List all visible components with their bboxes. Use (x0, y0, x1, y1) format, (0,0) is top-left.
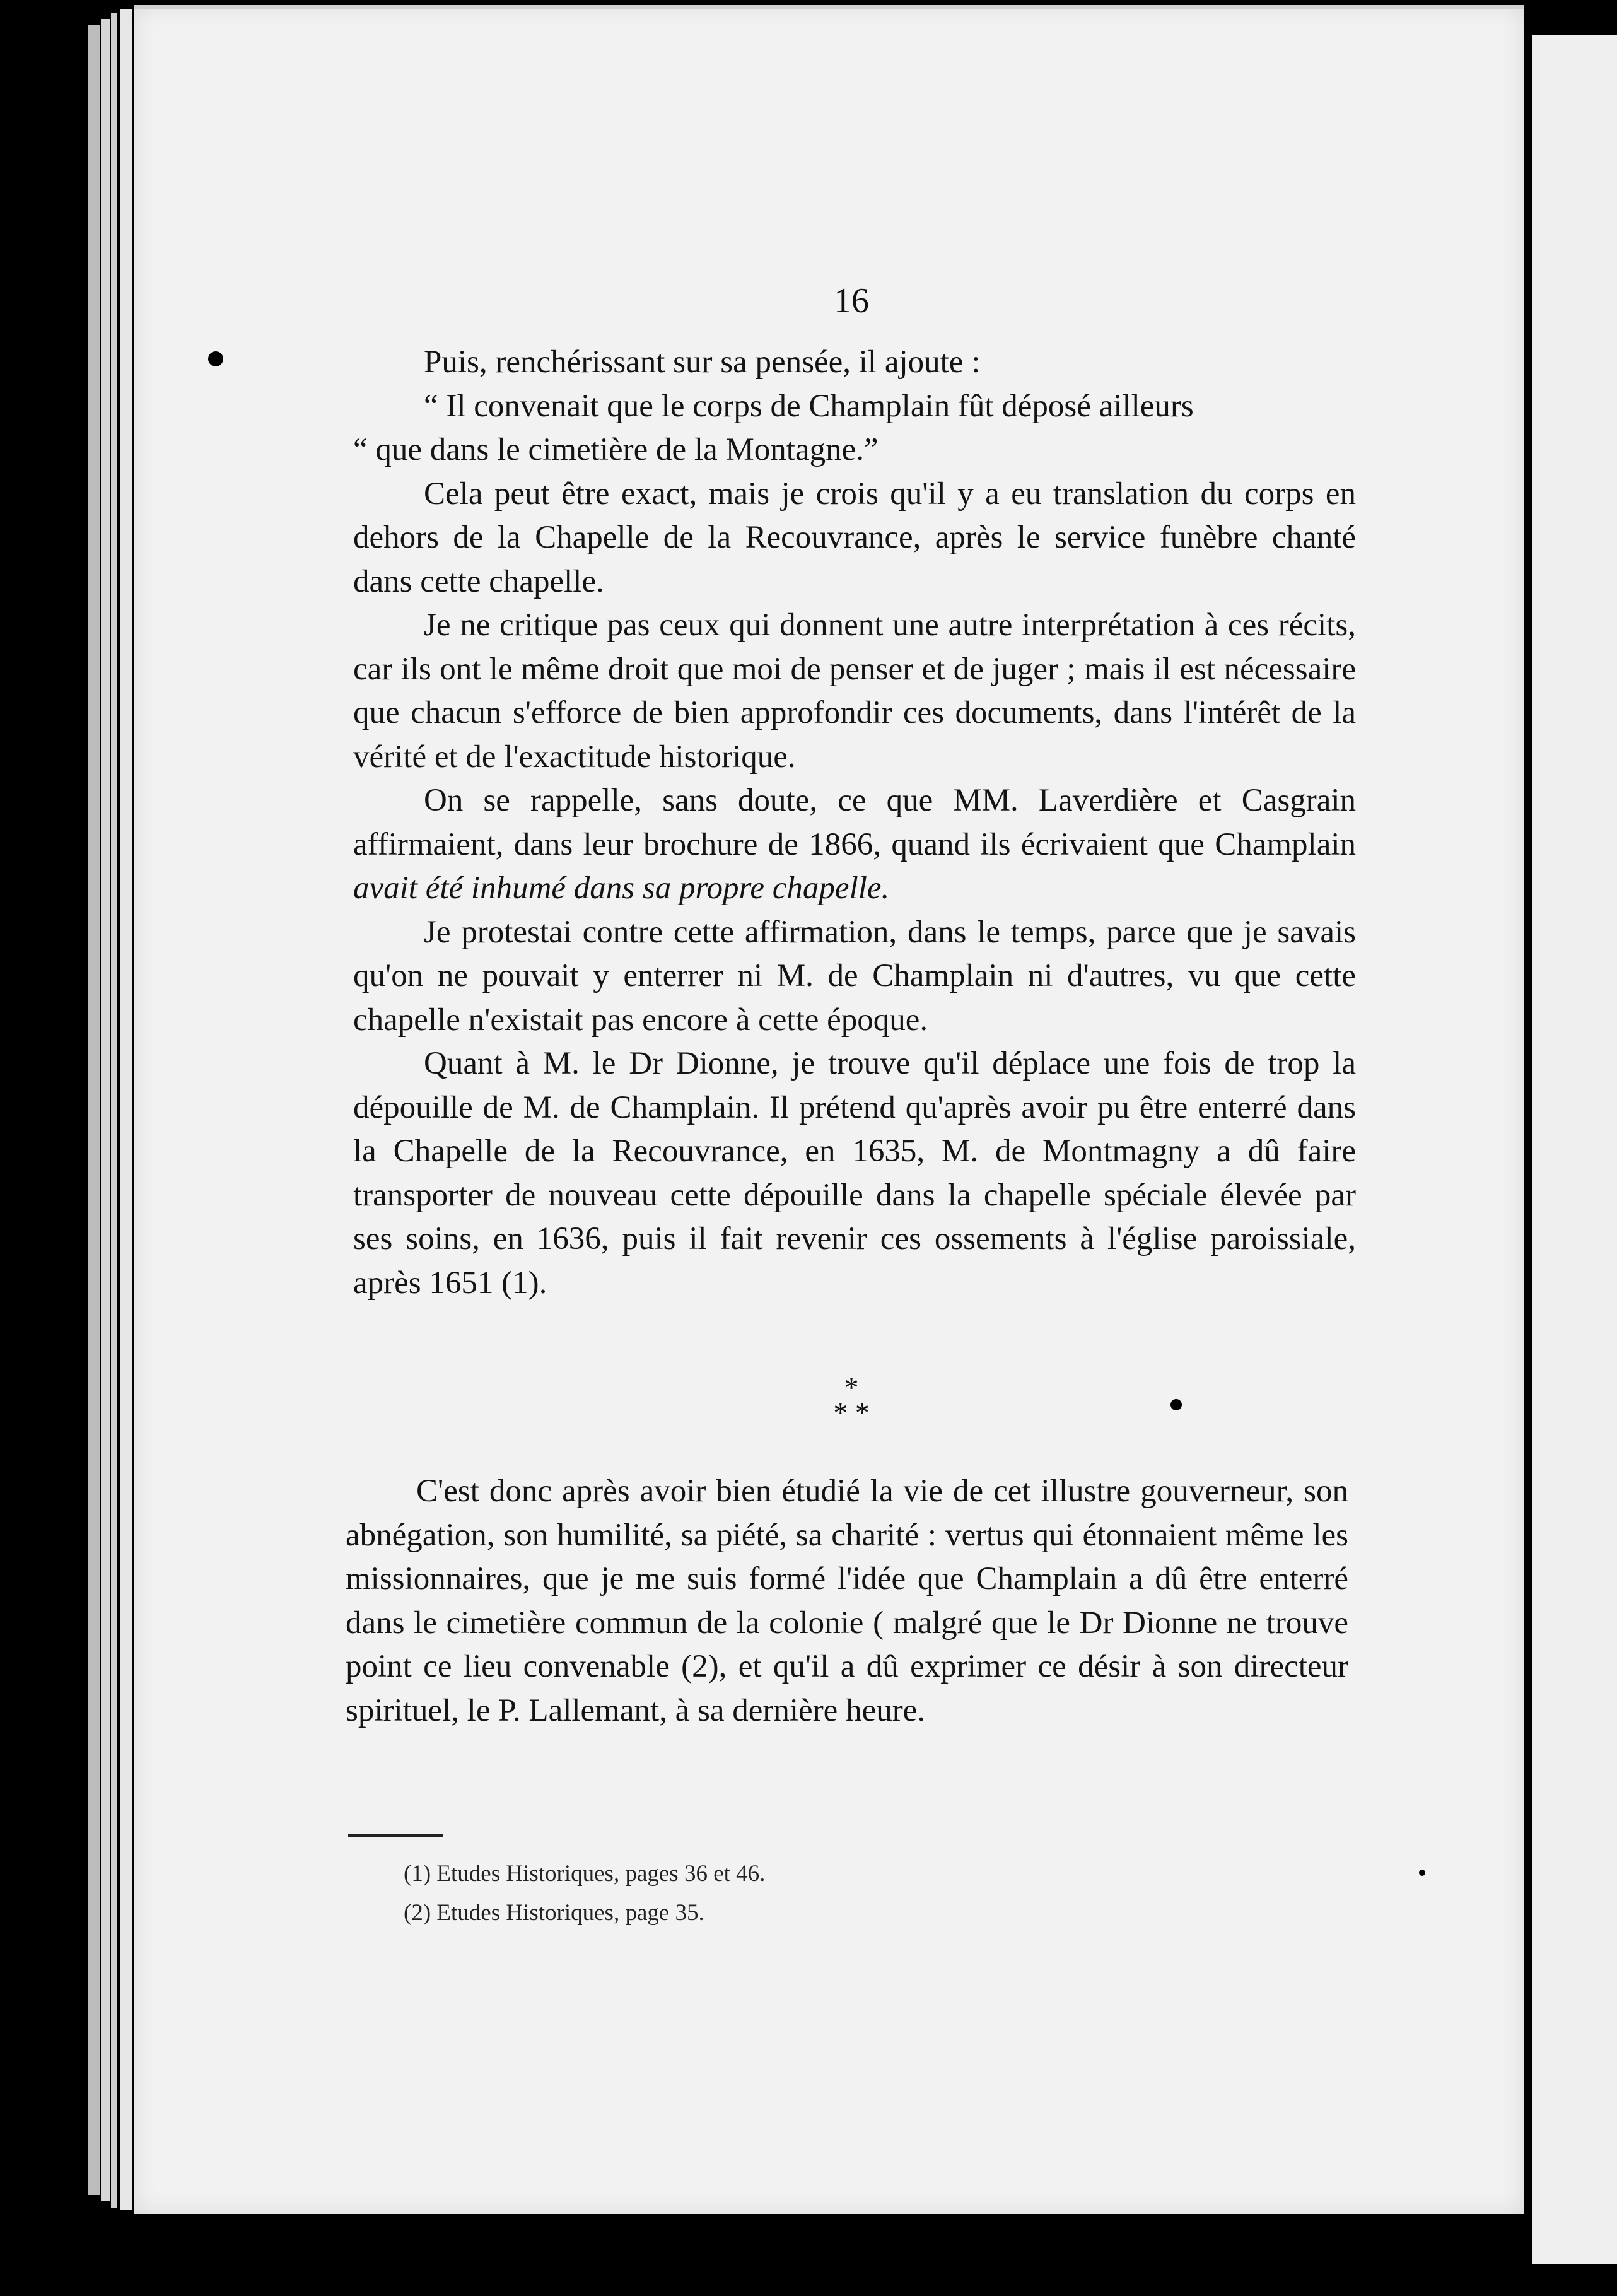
asterism-top: * (844, 1371, 859, 1403)
footnote: (2) Etudes Historiques, page 35. (404, 1900, 704, 1926)
page-edge (120, 9, 132, 2210)
paragraph-text: On se rappelle, sans doute, ce que MM. Laverdière et Casgrain affirmaient, dans leur brochure de 1866, quand ils écrivaient que Champlain (353, 783, 1356, 862)
paragraph (353, 779, 1356, 911)
footnote-rule (348, 1834, 443, 1837)
facing-page-edge (1532, 35, 1617, 2264)
page-gutter (1524, 0, 1532, 2296)
paragraph: Je ne critique pas ceux qui donnent une autre interprétation à ces récits, car ils ont le même droit que moi de penser et de juger ; mais il est nécessaire que chacun s'efforce de bien approfondir ces documents, dans l'intérêt de la vérité et de l'exactitude historique. (353, 607, 1356, 775)
paragraph: Quant à M. le Dr Dionne, je trouve qu'il déplace une fois de trop la dépouille de M. de Champlain. Il prétend qu'après avoir pu être enterré dans la Chapelle de la Recouvrance, en 1635, M. de Montmagny a dû faire transporter de nouveau cette dépouille dans la chapelle spéciale élevée par ses soins, en 1636, puis il fait revenir ces ossements à l'église paroissiale, après 1651 (1). (353, 1046, 1356, 1301)
quote-line: “ Il convenait que le corps de Champlain fût déposé ailleurs (424, 388, 1194, 424)
page-number: 16 (834, 281, 869, 320)
asterism-bottom: * * (833, 1397, 870, 1429)
ink-dot-mark (1170, 1399, 1182, 1410)
footnotes (404, 1854, 1160, 1933)
main-text-block (353, 341, 1356, 1305)
paragraph: C'est donc après avoir bien étudié la vie de cet illustre gouverneur, son abnégation, son humilité, sa piété, sa charité : vertus qui étonnaient même les missionnaires, que je me suis formé l'idée que Champlain a dû être enterré dans le cimetière commun de la colonie ( malgré que le Dr Dionne ne trouve point ce lieu convenable (2), et qu'il a dû exprimer ce désir à son directeur spirituel, le P. Lallemant, à sa dernière heure. (346, 1473, 1348, 1728)
paragraph: Cela peut être exact, mais je crois qu'il y a eu translation du corps en dehors de la Chapelle de la Recouvrance, après le service funèbre chanté dans cette chapelle. (353, 476, 1356, 599)
closing-text-block (346, 1470, 1348, 1733)
ink-dot-mark (208, 351, 223, 366)
page-edge (88, 25, 100, 2195)
page-edge (111, 13, 117, 2208)
page-edge (101, 19, 110, 2201)
ink-dot-mark (1419, 1870, 1425, 1876)
paragraph: Je protestai contre cette affirmation, dans le temps, parce que je savais qu'on ne pouvait y enterrer ni M. de Champlain ni d'autres, vu que cette chapelle n'existait pas encore à cette époque. (353, 914, 1356, 1038)
footnote: (1) Etudes Historiques, pages 36 et 46. (404, 1861, 766, 1887)
paragraph: Puis, renchérissant sur sa pensée, il ajoute : (424, 344, 981, 380)
page-top-edge (134, 5, 1524, 9)
asterism-separator (788, 1371, 914, 1429)
quote-line: “ que dans le cimetière de la Montagne.” (353, 432, 879, 467)
italic-quote: avait été inhumé dans sa propre chapelle. (353, 870, 890, 906)
